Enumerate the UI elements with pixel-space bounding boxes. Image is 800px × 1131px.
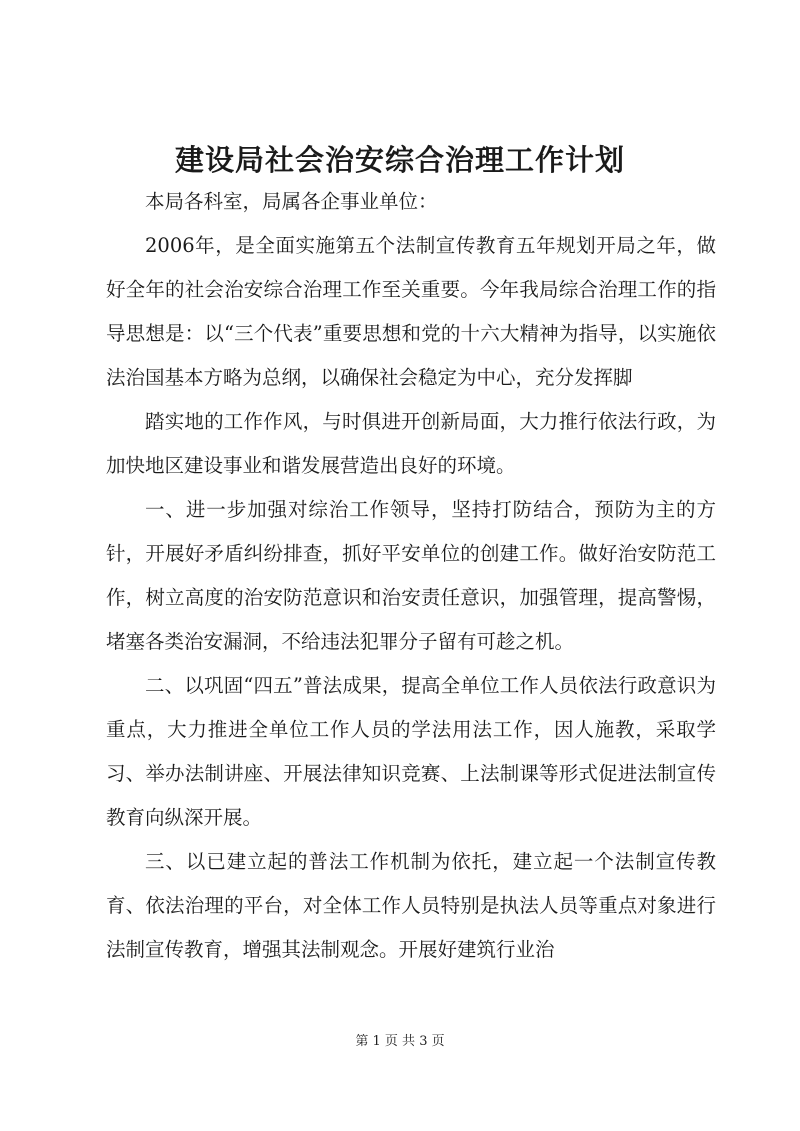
item-one-paragraph: 一、进一步加强对综治工作领导，坚持打防结合，预防为主的方针，开展好矛盾纠纷排查，抓好平安单位的创建工作。做好治安防范工作，树立高度的治安防范意识和治安责任意识，加强管理，提高警惕，堵塞各类治安漏洞，不给违法犯罪分子留有可趁之机。 bbox=[106, 498, 716, 653]
intro-continued-paragraph: 踏实地的工作作风，与时俱进开创新局面，大力推行依法行政，为加快地区建设事业和谐发展营造出良好的环境。 bbox=[106, 410, 716, 477]
document-body bbox=[106, 180, 716, 972]
document-title: 建设局社会治安综合治理工作计划 bbox=[174, 143, 625, 177]
page-footer: 第 1 页 共 3 页 bbox=[355, 1034, 445, 1049]
item-three-paragraph: 三、以已建立起的普法工作机制为依托，建立起一个法制宣传教育、依法治理的平台，对全体工作人员特别是执法人员等重点对象进行法制宣传教育，增强其法制观念。开展好建筑行业治 bbox=[106, 850, 716, 961]
intro-paragraph: 2006年，是全面实施第五个法制宣传教育五年规划开局之年，做好全年的社会治安综合治理工作至关重要。今年我局综合治理工作的指导思想是：以“三个代表”重要思想和党的十六大精神为指导，以实施依法治国基本方略为总纲，以确保社会稳定为中心，充分发挥脚 bbox=[106, 234, 716, 389]
item-two-paragraph: 二、以巩固“四五”普法成果，提高全单位工作人员依法行政意识为重点，大力推进全单位工作人员的学法用法工作，因人施教，采取学习、举办法制讲座、开展法律知识竞赛、上法制课等形式促进法制宣传教育向纵深开展。 bbox=[106, 674, 716, 829]
salutation-paragraph: 本局各科室，局属各企事业单位： bbox=[145, 190, 438, 213]
